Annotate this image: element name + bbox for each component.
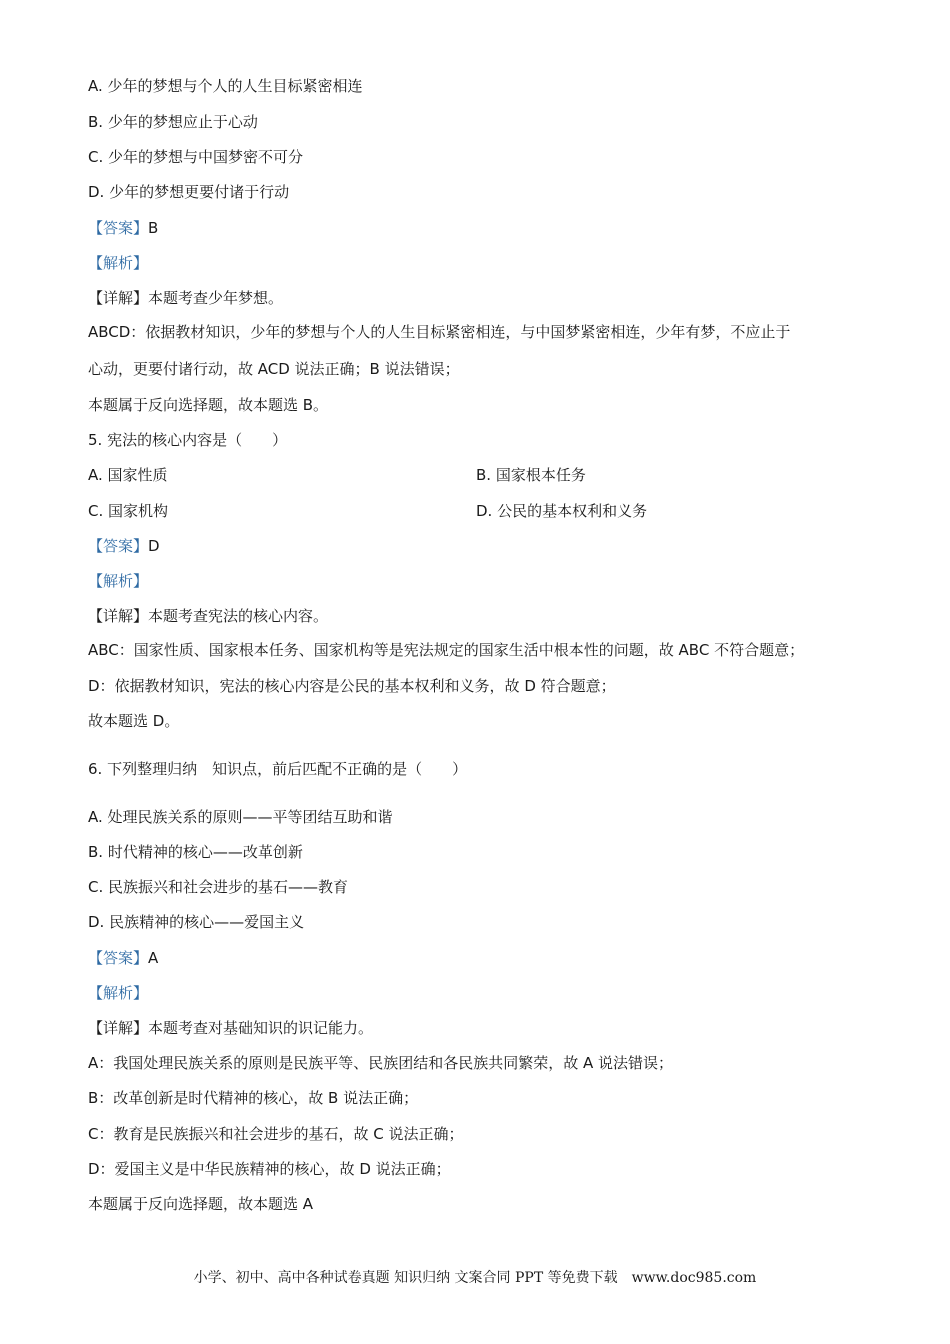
q6-conclusion: 本题属于反向选择题，故本题选 A [88, 1195, 314, 1213]
q6-explanation-b: B：改革创新是时代精神的核心，故 B 说法正确； [88, 1089, 419, 1107]
q5-option-a: A. 国家性质 [88, 466, 168, 484]
q4-option-a: A. 少年的梦想与个人的人生目标紧密相连 [88, 77, 363, 95]
answer-value: B [148, 219, 159, 237]
answer-value: A [148, 949, 159, 967]
q5-answer [88, 536, 160, 556]
q4-explanation-line-2: 心动，更要付诸行动，故 ACD 说法正确；B 说法错误； [88, 360, 460, 378]
q5-explanation-line-2: D：依据教材知识，宪法的核心内容是公民的基本权利和义务，故 D 符合题意； [88, 677, 616, 695]
q6-explanation-a: A：我国处理民族关系的原则是民族平等、民族团结和各民族共同繁荣，故 A 说法错误； [88, 1054, 674, 1072]
q6-stem: 6. 下列整理归纳 知识点，前后匹配不正确的是（ ） [88, 760, 468, 778]
q5-option-b: B. 国家根本任务 [476, 466, 586, 484]
q5-stem: 5. 宪法的核心内容是（ ） [88, 431, 288, 449]
q4-answer [88, 218, 158, 238]
q4-explanation-line-1: ABCD：依据教材知识，少年的梦想与个人的人生目标紧密相连，与中国梦紧密相连，少年有梦，不应止于 [88, 323, 791, 341]
q6-option-b: B. 时代精神的核心——改革创新 [88, 843, 303, 861]
q4-option-c: C. 少年的梦想与中国梦密不可分 [88, 148, 304, 166]
q6-detail: 【详解】本题考查对基础知识的识记能力。 [88, 1019, 374, 1037]
answer-value: D [148, 537, 160, 555]
q4-conclusion: 本题属于反向选择题，故本题选 B。 [88, 396, 329, 414]
q6-option-a: A. 处理民族关系的原则——平等团结互助和谐 [88, 808, 393, 826]
q5-conclusion: 故本题选 D。 [88, 712, 180, 730]
q4-option-b: B. 少年的梦想应止于心动 [88, 113, 258, 131]
answer-tag: 【答案】 [88, 219, 149, 237]
q4-detail: 【详解】本题考查少年梦想。 [88, 289, 284, 307]
answer-tag: 【答案】 [88, 537, 149, 555]
q6-explanation-d: D：爱国主义是中华民族精神的核心，故 D 说法正确； [88, 1160, 451, 1178]
q6-option-c: C. 民族振兴和社会进步的基石——教育 [88, 878, 349, 896]
q4-analysis-tag: 【解析】 [88, 254, 149, 272]
q6-analysis-tag: 【解析】 [88, 984, 149, 1002]
q5-detail: 【详解】本题考查宪法的核心内容。 [88, 607, 329, 625]
answer-tag: 【答案】 [88, 949, 149, 967]
q6-explanation-c: C：教育是民族振兴和社会进步的基石，故 C 说法正确； [88, 1125, 464, 1143]
q5-option-d: D. 公民的基本权利和义务 [476, 502, 648, 520]
q5-option-c: C. 国家机构 [88, 502, 169, 520]
q6-answer [88, 948, 158, 968]
q5-explanation-line-1: ABC：国家性质、国家根本任务、国家机构等是宪法规定的国家生活中根本性的问题，故 ABC 不符合题意； [88, 641, 805, 659]
q5-analysis-tag: 【解析】 [88, 572, 149, 590]
page-footer: 小学、初中、高中各种试卷真题 知识归纳 文案合同 PPT 等免费下载 www.doc985.com [193, 1270, 757, 1286]
q6-option-d: D. 民族精神的核心——爱国主义 [88, 913, 305, 931]
q4-option-d: D. 少年的梦想更要付诸于行动 [88, 183, 290, 201]
